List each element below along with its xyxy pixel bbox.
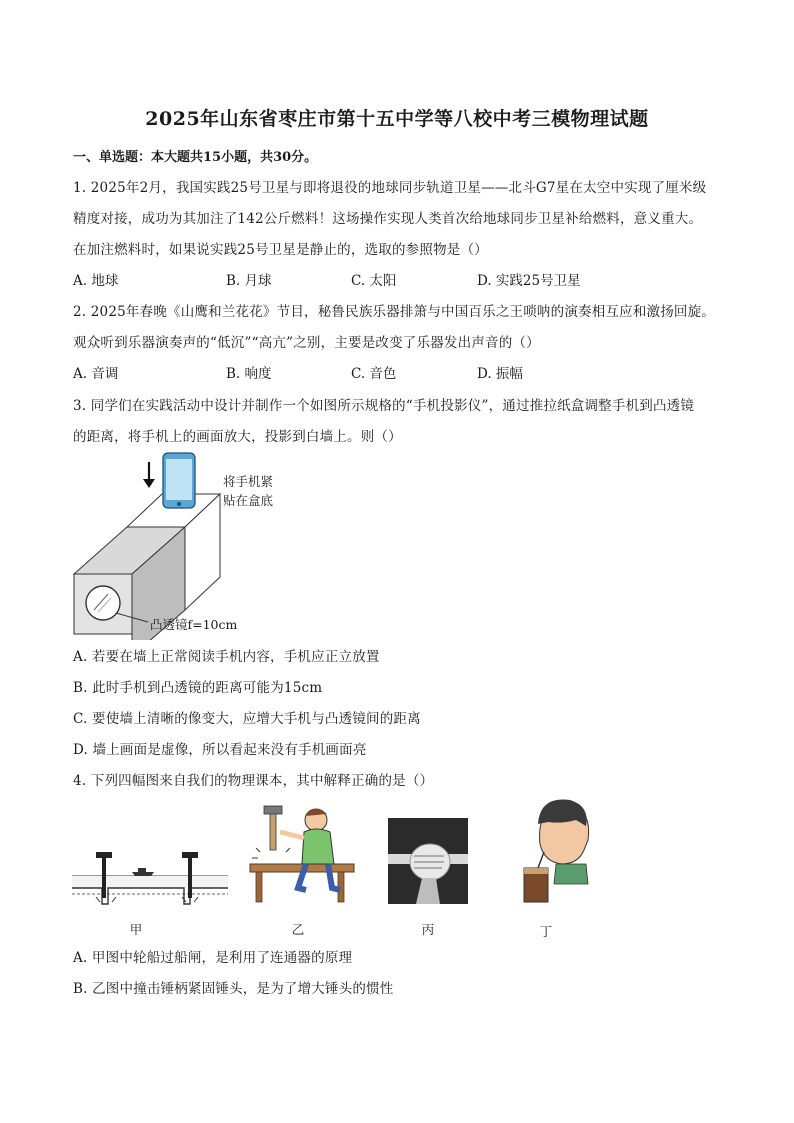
ship-lock-image xyxy=(72,846,228,912)
phone-label-line-1: 将手机紧 xyxy=(223,474,274,489)
phone-label-line-2: 贴在盒底 xyxy=(223,493,274,508)
fist-image xyxy=(388,818,468,904)
q4-line-1: 4. 下列四幅图来自我们的物理课本，其中解释正确的是（） xyxy=(73,773,434,789)
q2-line-1: 2. 2025年春晚《山鹰和兰花花》节目，秘鲁民族乐器排箫与中国百乐之王唢呐的演奏相互应和激扬回旋。 xyxy=(73,304,716,320)
page-title: 2025年山东省枣庄市第十五中学等八校中考三模物理试题 xyxy=(145,108,649,130)
q2-option-b: B. 响度 xyxy=(226,366,272,382)
lens-label: 凸透镜f=10cm xyxy=(150,617,238,632)
q2-line-2: 观众听到乐器演奏声的“低沉”“高亢”之别，主要是改变了乐器发出声音的（） xyxy=(73,335,540,351)
q1-line-1: 1. 2025年2月，我国实践25号卫星与即将退役的地球同步轨道卫星——北斗G7星在太空中实现了厘米级 xyxy=(73,180,707,196)
q3-line-1: 3. 同学们在实践活动中设计并制作一个如图所示规格的“手机投影仪”，通过推拉纸盒调整手机到凸透镜 xyxy=(73,398,695,414)
straw-drink-image xyxy=(518,794,590,906)
q1-option-d: D. 实践25号卫星 xyxy=(477,273,581,289)
q1-option-b: B. 月球 xyxy=(226,273,272,289)
q1-option-a: A. 地球 xyxy=(73,273,119,289)
hammer-bench-image xyxy=(246,802,358,906)
caption-ding: 丁 xyxy=(539,924,553,939)
q3-option-c: C. 要使墙上清晰的像变大，应增大手机与凸透镜间的距离 xyxy=(73,711,421,727)
q4-option-b: B. 乙图中撞击锤柄紧固锤头，是为了增大锤头的惯性 xyxy=(73,981,394,997)
caption-yi: 乙 xyxy=(291,922,305,937)
q1-option-c: C. 太阳 xyxy=(351,273,397,289)
caption-bing: 丙 xyxy=(421,922,435,937)
caption-jia: 甲 xyxy=(129,922,143,937)
q2-option-d: D. 振幅 xyxy=(477,366,523,382)
section-heading: 一、单选题：本大题共15小题，共30分。 xyxy=(73,150,318,165)
q1-line-3: 在加注燃料时，如果说实践25号卫星是静止的，选取的参照物是（） xyxy=(73,242,488,258)
q2-option-c: C. 音色 xyxy=(351,366,397,382)
q4-option-a: A. 甲图中轮船过船闸，是利用了连通器的原理 xyxy=(73,950,353,966)
q3-option-b: B. 此时手机到凸透镜的距离可能为15cm xyxy=(73,680,323,696)
q1-line-2: 精度对接，成功为其加注了142公斤燃料！这场操作实现人类首次给地球同步卫星补给燃料，意义重大。 xyxy=(73,211,703,227)
q3-line-2: 的距离，将手机上的画面放大，投影到白墙上。则（） xyxy=(73,429,402,445)
q3-option-d: D. 墙上画面是虚像，所以看起来没有手机画面亮 xyxy=(73,742,367,758)
q2-option-a: A. 音调 xyxy=(73,366,119,382)
q3-option-a: A. 若要在墙上正常阅读手机内容，手机应正立放置 xyxy=(73,649,380,665)
